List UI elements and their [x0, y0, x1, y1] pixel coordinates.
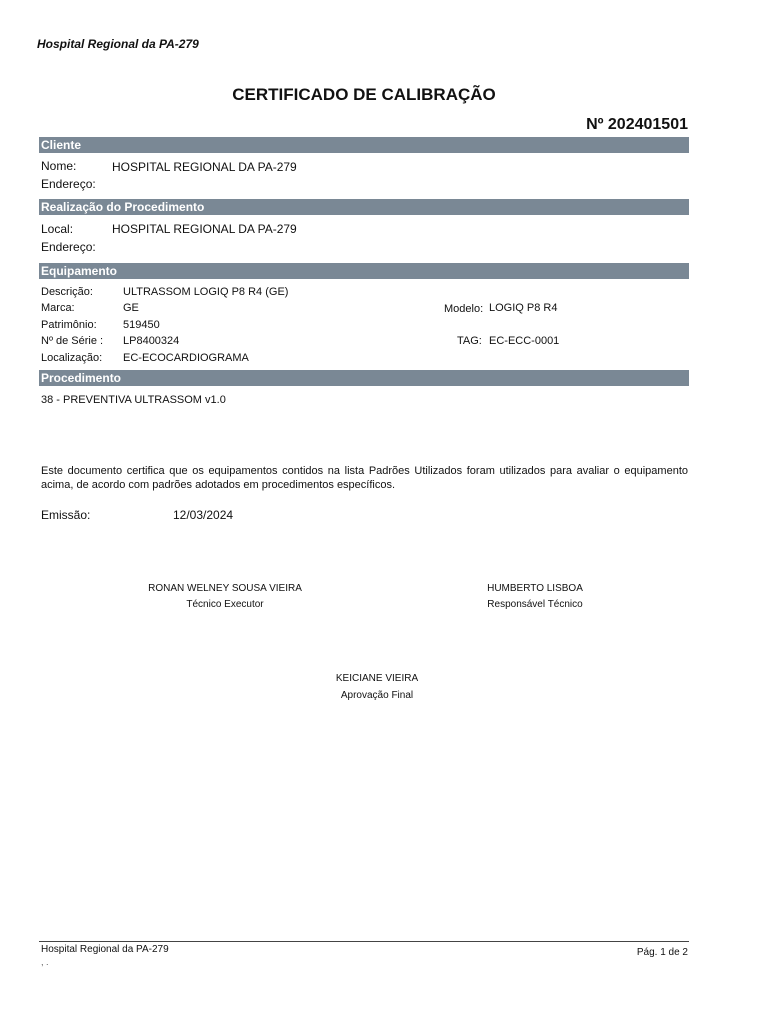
tag-label: TAG: [457, 335, 482, 347]
local-endereco-label: Endereço: [41, 240, 96, 254]
certificate-number: Nº 202401501 [586, 116, 688, 133]
executor-name: RONAN WELNEY SOUSA VIEIRA [148, 583, 302, 594]
descricao-value: ULTRASSOM LOGIQ P8 R4 (GE) [123, 286, 289, 298]
emissao-label: Emissão: [41, 508, 91, 522]
cliente-endereco-label: Endereço: [41, 177, 96, 191]
tag-value: EC-ECC-0001 [489, 335, 560, 347]
cliente-nome-label: Nome: [41, 159, 77, 173]
document-title: CERTIFICADO DE CALIBRAÇÃO [232, 85, 496, 104]
certification-text: Este documento certifica que os equipamentos contidos na lista Padrões Utilizados foram utilizados para avaliar o equipamento acima, de acordo com padrões adotados em procedimentos específicos. [41, 465, 688, 491]
local-value: HOSPITAL REGIONAL DA PA-279 [112, 222, 297, 236]
marca-value: GE [123, 302, 139, 314]
local-label: Local: [41, 222, 74, 236]
procedimento-value: 38 - PREVENTIVA ULTRASSOM v1.0 [41, 394, 226, 406]
marca-label: Marca: [41, 302, 75, 314]
executor-role: Técnico Executor [186, 599, 264, 610]
cliente-nome-value: HOSPITAL REGIONAL DA PA-279 [112, 160, 297, 174]
footer-divider [39, 941, 689, 942]
section-cliente: Cliente [39, 137, 689, 153]
descricao-label: Descrição: [41, 286, 93, 298]
serie-label: Nº de Série : [41, 335, 104, 347]
patrimonio-label: Patrimônio: [41, 319, 97, 331]
footer-page: Pág. 1 de 2 [636, 947, 688, 958]
hospital-header: Hospital Regional da PA-279 [37, 37, 199, 51]
patrimonio-value: 519450 [123, 319, 160, 331]
localizacao-value: EC-ECOCARDIOGRAMA [123, 352, 249, 364]
modelo-value: LOGIQ P8 R4 [489, 302, 558, 314]
modelo-label: Modelo: [444, 303, 484, 315]
localizacao-label: Localização: [41, 352, 103, 364]
serie-value: LP8400324 [123, 335, 180, 347]
section-procedimento: Procedimento [39, 370, 689, 386]
aprovacao-role: Aprovação Final [340, 690, 414, 701]
responsavel-name: HUMBERTO LISBOA [487, 583, 583, 594]
aprovacao-name: KEICIANE VIEIRA [335, 673, 419, 684]
footer-mark: , . [41, 957, 49, 967]
section-equipamento: Equipamento [39, 263, 689, 279]
responsavel-role: Responsável Técnico [487, 599, 583, 610]
section-realizacao: Realização do Procedimento [39, 199, 689, 215]
footer-hospital: Hospital Regional da PA-279 [41, 944, 169, 955]
emissao-value: 12/03/2024 [173, 508, 234, 522]
